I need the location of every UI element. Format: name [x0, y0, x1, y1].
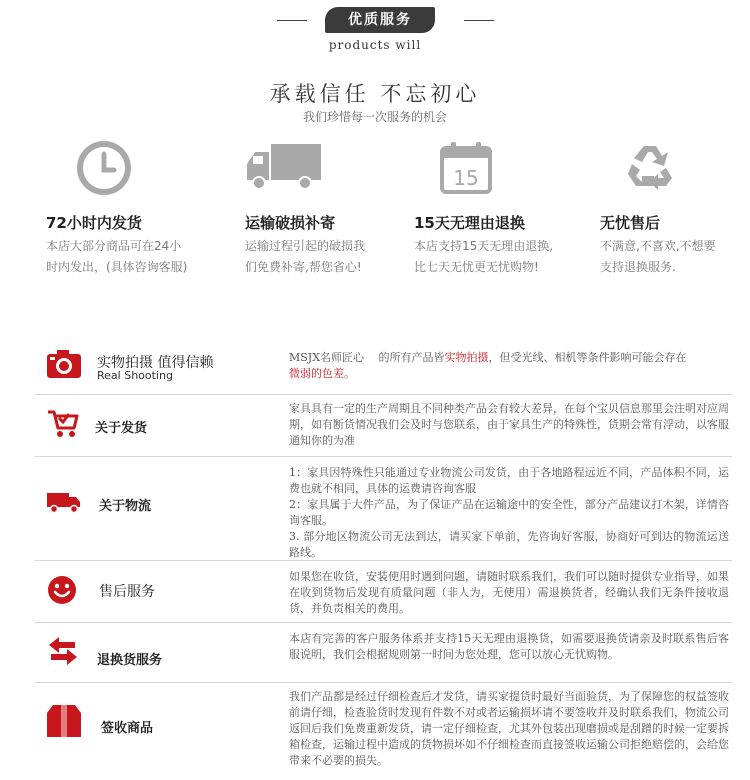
slogan-title: 承载信任 不忘初心 — [269, 82, 481, 106]
row-label-text: 关于物流 — [99, 499, 152, 514]
row-text-line: 2：家具属于大件产品，为了保证产品在运输途中的安全性，部分产品建议打木架，详情咨询客服。 — [289, 498, 729, 527]
smile-icon — [47, 575, 77, 609]
slogan-subtitle: 我们珍惜每一次服务的机会 — [302, 110, 447, 124]
cart-icon — [47, 409, 79, 443]
service-row-real-shooting — [35, 338, 732, 394]
service-row-aftersale — [35, 560, 732, 622]
feature-desc-line: 运输过程引起的破损我 — [245, 239, 366, 253]
feature-damage — [245, 140, 405, 278]
svg-text:15: 15 — [453, 166, 479, 190]
row-label-text: 售后服务 — [99, 584, 155, 600]
truck-icon — [245, 140, 325, 200]
service-row-shipping — [35, 394, 732, 456]
row-label — [35, 395, 267, 456]
clock-icon — [76, 140, 136, 200]
feature-desc-line: 们免费补寄,帮您省心! — [245, 260, 362, 274]
feature-desc-line: 支持退换服务. — [600, 260, 676, 274]
header-title: 优质服务 — [325, 7, 435, 33]
row-text: 如果您在收货，安装使用时遇到问题，请随时联系我们，我们可以随时提供专业指导，如果在收到货物后发现有质量问题（非人为，无使用）需退换货者，经确认我们无条件接收退货，并负责相关的费用。 — [289, 570, 729, 615]
row-text-line: 3. 部分地区物流公司无法到达，请买家下单前，先咨询好客服，协商好可到达的物流运送路线。 — [289, 530, 729, 559]
row-label-text: 签收商品 — [101, 721, 154, 736]
feature-return — [414, 140, 574, 278]
feature-desc — [600, 236, 750, 278]
row-text: 本店有完善的客户服务体系并支持15天无理由退换货，如需要退换货请亲及时联系售后客服说明，我们会根据规则第一时间为您处理，您可以放心无忧购物。 — [289, 632, 729, 661]
row-text-line: 1：家具因特殊性只能通过专业物流公司发货，由于各地路程远近不同，产品体积不同，运费也就不相同，具体的运费请咨询客服 — [289, 466, 729, 495]
header-subtitle: products will — [328, 38, 422, 52]
row-text: MSJX名师匠心 的所有产品皆实物拍摄，但受光线、相机等条件影响可能会存在 微弱的色差。 — [289, 351, 687, 380]
feature-desc-line: 不满意,不喜欢,不想要 — [600, 239, 716, 253]
row-label-en: Real Shooting — [97, 369, 173, 382]
feature-title: 运输破损补寄 — [245, 214, 336, 232]
row-label-text: 关于发货 — [95, 421, 148, 436]
feature-desc-line: 本店大部分商品可在24小 — [46, 239, 182, 253]
feature-aftersale — [600, 140, 750, 278]
row-label — [35, 561, 267, 622]
logistics-truck-icon — [47, 491, 81, 517]
header-divider-left — [277, 20, 307, 21]
feature-desc-line: 时内发出，(具体咨询客服) — [46, 260, 188, 274]
feature-desc — [46, 236, 206, 278]
row-label — [35, 338, 267, 394]
calendar-15-icon — [439, 140, 499, 200]
feature-title: 无忧售后 — [600, 214, 661, 232]
feature-title: 72小时内发货 — [46, 214, 142, 232]
row-text: 家具具有一定的生产周期且不同种类产品会有较大差异，在每个宝贝信息那里会注明对应周期，如有断货情况我们会及时与您联系，由于家具生产的特殊性，货期会常有浮动，以客服通知你的为准 — [289, 402, 729, 447]
recycle-icon — [624, 140, 684, 200]
camera-icon — [47, 348, 81, 382]
row-label-text: 退换货服务 — [97, 653, 163, 668]
row-label — [35, 683, 267, 778]
feature-desc — [245, 236, 405, 278]
service-row-exchange — [35, 622, 732, 682]
row-text: 我们产品都是经过仔细检查后才发货，请买家提货时最好当面验货，为了保障您的权益签收前请仔细，检查验货时发现有件数不对或者运输损坏请不要签收并及时联系我们，物流公司返回后我们免费重新发货，请一定仔细检查，尤其外包装出现磨损或是刮蹭的时候一定要拆箱检查，运输过程中造成的货物损坏如不仔细检查而直接签收运输公司拒绝赔偿的，会给您带来不必要的损失。 — [289, 690, 729, 767]
feature-desc — [414, 236, 574, 278]
row-label-text: 实物拍摄 值得信赖 — [97, 355, 214, 371]
section-header — [0, 0, 750, 60]
exchange-arrows-icon — [47, 635, 79, 671]
package-icon — [47, 705, 81, 741]
row-text — [289, 465, 729, 561]
row-label — [35, 457, 267, 560]
service-row-receipt — [35, 682, 732, 778]
feature-desc-line: 比七天无忧更无忧购物! — [414, 260, 539, 274]
feature-title: 15天无理由退换 — [414, 214, 525, 232]
feature-desc-line: 本店支持15天无理由退换, — [414, 239, 554, 253]
service-row-logistics — [35, 456, 732, 560]
feature-shipping — [46, 140, 206, 278]
row-label — [35, 623, 267, 682]
header-divider-right — [464, 20, 494, 21]
